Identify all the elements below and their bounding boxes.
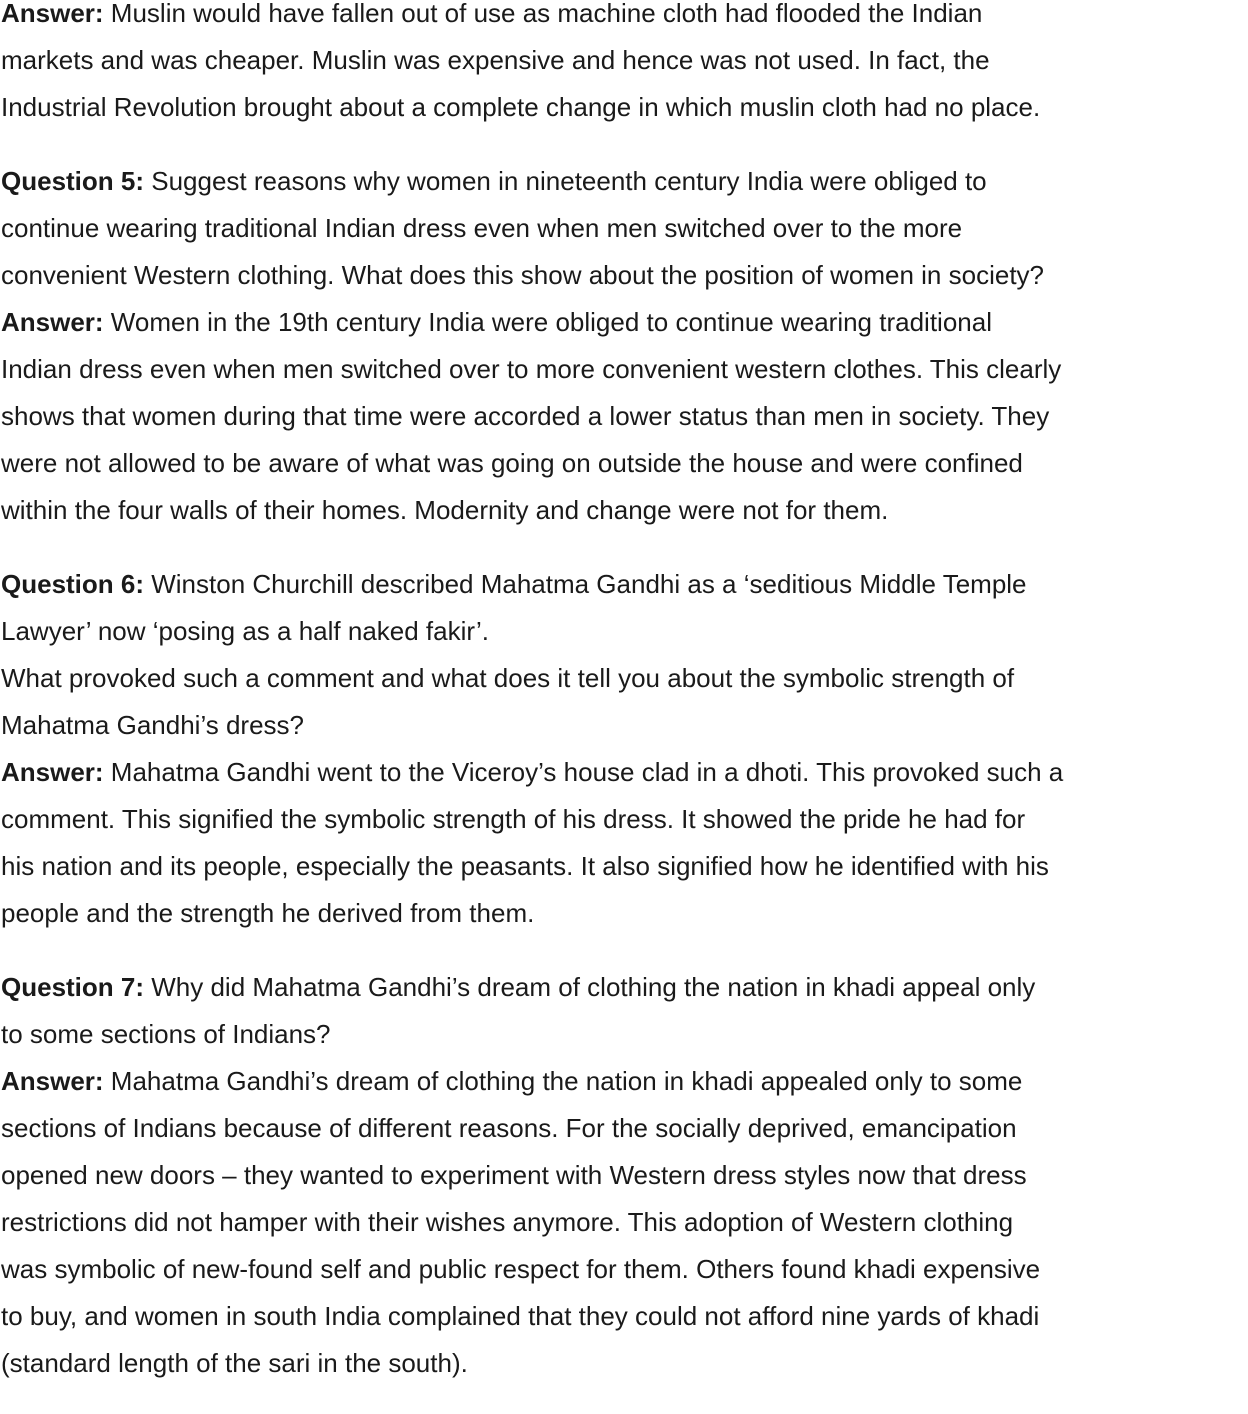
- answer-label: Answer:: [1, 0, 104, 28]
- text-line: [1, 655, 1248, 702]
- text-line: [1, 299, 1248, 346]
- answer-label: Answer:: [1, 1066, 104, 1096]
- line-text: shows that women during that time were accorded a lower status than men in society. They: [1, 401, 1050, 431]
- line-text: comment. This signified the symbolic strength of his dress. It showed the pride he had for: [1, 804, 1026, 834]
- line-text: convenient Western clothing. What does this show about the position of women in society?: [1, 260, 1044, 290]
- qa-paragraph: [1, 158, 1248, 534]
- text-line: [1, 205, 1248, 252]
- question-label: Question 6:: [1, 569, 145, 599]
- text-line: [1, 1152, 1248, 1199]
- line-text: Why did Mahatma Gandhi’s dream of clothing the nation in khadi appeal only: [144, 972, 1036, 1002]
- qa-paragraph: [1, 964, 1248, 1387]
- line-text: opened new doors – they wanted to experiment with Western dress styles now that dress: [1, 1160, 1027, 1190]
- text-line: [1, 1105, 1248, 1152]
- line-text: was symbolic of new-found self and public respect for them. Others found khadi expensive: [1, 1254, 1041, 1284]
- line-text: markets and was cheaper. Muslin was expensive and hence was not used. In fact, the: [1, 45, 990, 75]
- text-line: [1, 252, 1248, 299]
- text-line: [1, 84, 1248, 131]
- line-text: Indian dress even when men switched over to more convenient western clothes. This clearly: [1, 354, 1062, 384]
- line-text: Mahatma Gandhi’s dream of clothing the nation in khadi appealed only to some: [103, 1066, 1023, 1096]
- answer-label: Answer:: [1, 307, 104, 337]
- answer-label: Answer:: [1, 757, 104, 787]
- line-text: continue wearing traditional Indian dress even when men switched over to the more: [1, 213, 963, 243]
- line-text: Winston Churchill described Mahatma Gandhi as a ‘seditious Middle Temple: [144, 569, 1027, 599]
- text-line: [1, 37, 1248, 84]
- text-line: [1, 702, 1248, 749]
- text-line: [1, 749, 1248, 796]
- line-text: to some sections of Indians?: [1, 1019, 331, 1049]
- document-body: [1, 0, 1248, 1414]
- line-text: were not allowed to be aware of what was going on outside the house and were confined: [1, 448, 1023, 478]
- line-text: Industrial Revolution brought about a complete change in which muslin cloth had no place.: [1, 92, 1041, 122]
- text-line: [1, 890, 1248, 937]
- text-line: [1, 346, 1248, 393]
- text-line: [1, 393, 1248, 440]
- line-text: within the four walls of their homes. Modernity and change were not for them.: [1, 495, 889, 525]
- text-line: [1, 1293, 1248, 1340]
- line-text: Mahatma Gandhi went to the Viceroy’s house clad in a dhoti. This provoked such a: [103, 757, 1064, 787]
- question-label: Question 5:: [1, 166, 145, 196]
- line-text: (standard length of the sari in the south).: [1, 1348, 468, 1378]
- text-line: [1, 608, 1248, 655]
- text-line: [1, 1011, 1248, 1058]
- text-line: [1, 1340, 1248, 1387]
- text-line: [1, 0, 1248, 37]
- text-line: [1, 561, 1248, 608]
- line-text: to buy, and women in south India complained that they could not afford nine yards of khadi: [1, 1301, 1040, 1331]
- text-line: [1, 158, 1248, 205]
- text-line: [1, 1058, 1248, 1105]
- text-line: [1, 1246, 1248, 1293]
- text-line: [1, 964, 1248, 1011]
- line-text: people and the strength he derived from them.: [1, 898, 535, 928]
- question-label: Question 7:: [1, 972, 145, 1002]
- text-line: [1, 440, 1248, 487]
- qa-paragraph: [1, 0, 1248, 131]
- line-text: Lawyer’ now ‘posing as a half naked fakir’.: [1, 616, 490, 646]
- line-text: his nation and its people, especially the peasants. It also signified how he identified with his: [1, 851, 1049, 881]
- line-text: Muslin would have fallen out of use as machine cloth had flooded the Indian: [103, 0, 983, 28]
- text-line: [1, 1199, 1248, 1246]
- line-text: restrictions did not hamper with their wishes anymore. This adoption of Western clothing: [1, 1207, 1014, 1237]
- text-line: [1, 843, 1248, 890]
- line-text: What provoked such a comment and what does it tell you about the symbolic strength of: [1, 663, 1015, 693]
- text-line: [1, 487, 1248, 534]
- text-line: [1, 796, 1248, 843]
- qa-paragraph: [1, 561, 1248, 937]
- line-text: Women in the 19th century India were obliged to continue wearing traditional: [103, 307, 992, 337]
- line-text: Mahatma Gandhi’s dress?: [1, 710, 305, 740]
- line-text: Suggest reasons why women in nineteenth century India were obliged to: [144, 166, 987, 196]
- line-text: sections of Indians because of different reasons. For the socially deprived, emancipation: [1, 1113, 1017, 1143]
